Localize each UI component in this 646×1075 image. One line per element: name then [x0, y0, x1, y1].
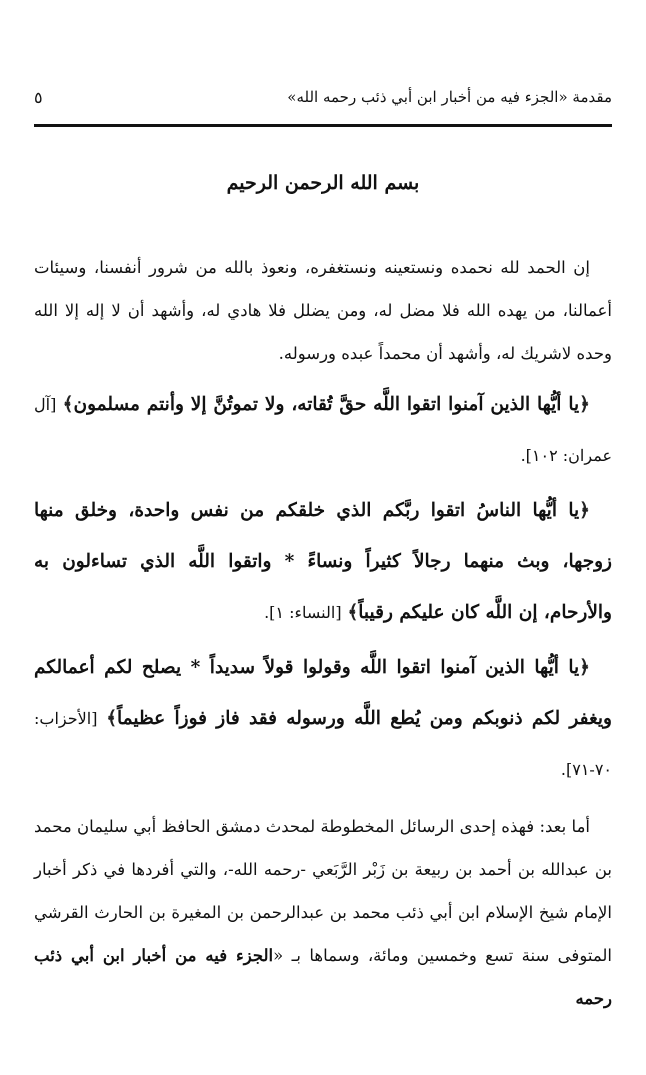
verse-reference: [النساء: ١].	[264, 603, 342, 622]
verse-open-bracket: ﴿	[579, 394, 590, 415]
verse-text: يا أيُّها الذين آمنوا اتقوا اللَّه حقَّ تُقاته، ولا تموتُنَّ إلا وأنتم مسلمون	[73, 394, 580, 415]
verse-open-bracket: ﴿	[579, 657, 590, 678]
verse-text: يا أيُّها الناسُ اتقوا ربَّكم الذي خلقكم من نفس واحدة، وخلق منها زوجها، وبث منهما رجالاً كثيراً ونساءً * واتقوا اللَّه الذي تساءلون به والأرحام، إن اللَّه كان عليكم رقيباً	[34, 500, 612, 623]
intro-paragraph	[34, 246, 612, 375]
verse-close-bracket: ﴾	[347, 602, 359, 623]
closing-text: أما بعد: فهذه إحدى الرسائل المخطوطة لمحدث دمشق الحافظ أبي سليمان محمد بن عبدالله بن أحمد بن ربيعة بن زَبْر الرَّبَعي -رحمه الله-، والتي أفردها في ذكر أخبار الإمام شيخ الإسلام ابن أبي ذئب محمد بن عبدالرحمن بن المغيرة بن الحارث القرشي المتوفى سنة تسع وخمسين ومائة، وسماها بـ «	[34, 817, 612, 965]
running-title: مقدمة «الجزء فيه من أخبار ابن أبي ذئب رحمه الله»	[287, 88, 612, 106]
work-title-bold: الجزء فيه من أخبار ابن أبي ذئب رحمه	[34, 946, 612, 1008]
verse-reference: [آل عمران: ١٠٢].	[34, 395, 612, 465]
verse-text: يا أيُّها الذين آمنوا اتقوا اللَّه وقولوا قولاً سديداً * يصلح لكم أعمالكم ويغفر لكم ذنوبكم ومن يُطع اللَّه ورسوله فقد فاز فوزاً عظيماً	[34, 657, 612, 729]
page-number: ٥	[34, 87, 43, 107]
verse-reference: [الأحزاب: ٧٠-٧١].	[34, 709, 612, 779]
closing-paragraph	[34, 805, 612, 1020]
basmala-heading: بسم الله الرحمن الرحيم	[226, 172, 420, 194]
running-header	[34, 84, 612, 110]
verse-paragraph-3	[34, 642, 612, 795]
intro-text: إن الحمد لله نحمده ونستعينه ونستغفره، ونعوذ بالله من شرور أنفسنا، وسيئات أعمالنا، من يهده الله فلا مضل له، ومن يضلل فلا هادي له، وأشهد أن لا إله إلا الله وحده لاشريك له، وأشهد أن محمداً عبده ورسوله.	[34, 258, 612, 363]
verse-close-bracket: ﴾	[62, 394, 74, 415]
verse-open-bracket: ﴿	[579, 500, 590, 521]
header-rule	[34, 124, 612, 127]
verse-paragraph-1	[34, 379, 612, 481]
verse-paragraph-2	[34, 485, 612, 638]
verse-close-bracket: ﴾	[106, 708, 118, 729]
body-text	[34, 246, 612, 1020]
